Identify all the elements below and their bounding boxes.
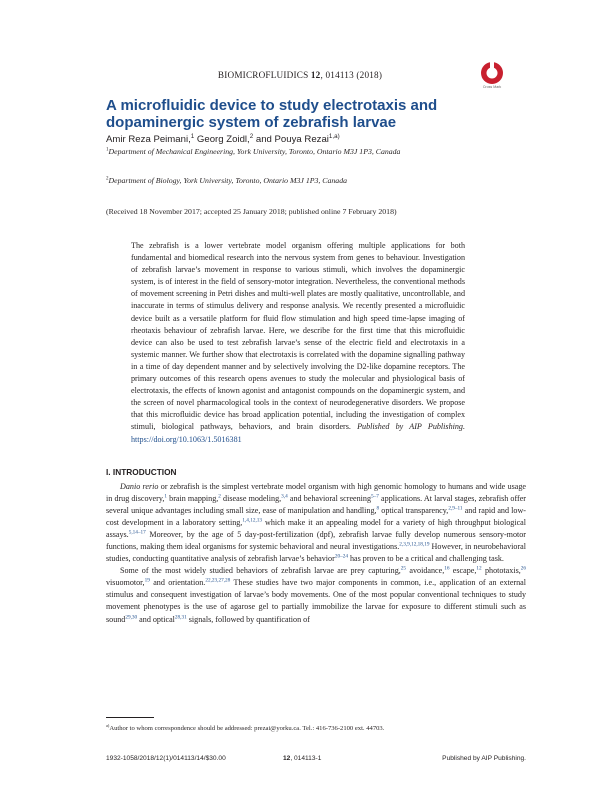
journal-header (0, 70, 600, 80)
body-text: applications. At larval stages, zebrafish offer several unique advantages including small size, ease of manipulation and handling, (106, 494, 527, 516)
citation-ref[interactable]: 2 (218, 493, 221, 500)
author-name: Amir Reza Peimani, (106, 134, 191, 145)
footnote-text: Author to whom correspondence should be addressed: prezai@yorku.ca. Tel.: 416-736-2100 ext. 44703. (109, 725, 385, 732)
footnote-divider (106, 717, 154, 718)
body-text: brain mapping, (167, 494, 219, 504)
body-text: and orientation. (149, 578, 206, 588)
body-text: Some of the most widely studied behaviors of zebrafish larvae are prey capturing, (120, 566, 401, 576)
citation-ref[interactable]: 26 (520, 565, 526, 572)
body-text: visuomotor, (106, 578, 145, 588)
body-text: escape, (449, 566, 477, 576)
affiliation-1 (106, 147, 526, 158)
crossmark-label: Cross Mark (482, 85, 502, 89)
body-text: and optical (137, 614, 175, 624)
body-text: optical transparency, (379, 506, 449, 516)
citation-ref[interactable]: 1 (164, 493, 168, 500)
footnote (106, 724, 526, 733)
body-text: avoidance, (406, 566, 445, 576)
body-text: These studies have two major components in common, i.e., application of an external stimulus and consequent investigation of larvae’s body movements. One of the most popular conventional techniques to study movement phenotypes is the use of agarose gel to partially immobilize the larvae for exposure to different stimuli such as sound (106, 578, 526, 624)
author-affil-mark: 2 (249, 132, 254, 140)
citation-ref[interactable]: 3,4 (281, 493, 288, 500)
intro-paragraph (106, 481, 526, 565)
citation-ref[interactable]: 29,30 (125, 613, 138, 620)
citation-ref[interactable]: 20–24 (334, 553, 348, 560)
journal-volume: 12 (310, 70, 321, 80)
author-affil-mark: 1 (190, 132, 195, 140)
introduction-text (106, 481, 526, 626)
footnote-mark: a) (106, 722, 110, 728)
affiliation-text: Department of Mechanical Engineering, York University, Toronto, Ontario M3J 1P3, Canada (108, 147, 401, 156)
citation-ref[interactable]: 28,31 (174, 613, 187, 620)
italic-text: Danio rerio (120, 482, 159, 491)
citation-ref[interactable]: 5–7 (371, 493, 379, 500)
crossmark-logo[interactable] (476, 57, 508, 89)
footer-page-volume: 12 (283, 755, 291, 762)
received-dates: (Received 18 November 2017; accepted 25 January 2018; published online 7 February 2018) (106, 207, 397, 216)
author-name: Georg Zoidl, (194, 134, 250, 145)
footer-publisher: Published by AIP Publishing. (442, 755, 526, 762)
footer-page-number (283, 755, 321, 762)
body-text: Moreover, by the age of 5 day-post-fertilization (dpf), zebrafish larvae fully develop numerous sensory-motor functions, making them ideal organisms for systemic behavioral and neural investigations. (106, 530, 526, 552)
intro-paragraph (106, 565, 526, 625)
citation-ref[interactable]: 2,3,9,12,18,19 (399, 541, 430, 548)
body-text: disease modeling, (220, 494, 282, 504)
author-list (106, 134, 526, 146)
citation-ref[interactable]: 8 (376, 505, 380, 512)
footer-issn: 1932-1058/2018/12(1)/014113/14/$30.00 (106, 755, 226, 762)
citation-ref[interactable]: 19 (144, 577, 150, 584)
body-text: signals, followed by quantification of (186, 614, 310, 624)
journal-name: BIOMICROFLUIDICS (217, 70, 309, 80)
doi-link[interactable]: https://doi.org/10.1063/1.5016381 (131, 434, 242, 444)
body-text: or zebrafish is the simplest vertebrate model organism with high genomic homology to humans and wide usage in drug discovery, (106, 482, 526, 504)
body-text: and behavioral screening (287, 494, 372, 504)
citation-ref[interactable]: 25 (400, 565, 407, 572)
citation-ref[interactable]: 2,9–11 (448, 505, 463, 512)
affiliation-mark: 2 (106, 175, 109, 182)
crossmark-icon (476, 57, 508, 89)
section-heading: I. INTRODUCTION (106, 467, 177, 477)
body-text: and rapid and low-cost development in a laboratory setting, (106, 506, 526, 528)
affiliation-mark: 1 (106, 146, 109, 153)
body-text: has proven to be a critical and challenging task. (347, 554, 504, 564)
body-text: which make it an appealing model for a variety of high throughput biological assays. (106, 518, 526, 540)
body-text: phototaxis, (481, 566, 521, 576)
citation-ref[interactable]: 16 (444, 565, 450, 572)
affiliation-2 (106, 176, 526, 187)
citation-ref[interactable]: 12 (476, 565, 482, 572)
affiliation-text: Department of Biology, York University, Toronto, Ontario M3J 1P3, Canada (108, 176, 347, 185)
footer-page-id: , 014113-1 (290, 755, 322, 762)
body-text: However, in neurobehavioral studies, conducting quantitative analysis of zebrafish larvae’s behavior (106, 542, 526, 564)
author-name: and Pouya Rezai (253, 134, 329, 145)
abstract-body: The zebrafish is a lower vertebrate model organism offering multiple applications for both fundamental and biomedical research into the nervous system from genes to behaviour. Investigation of zebrafish larvae’s movement in response to various stimuli, which involves the dopaminergic system, is of interest in the field of sensory-motor integration. Nevertheless, the conventional methods of movement screening in Petri dishes and multi-well plates are mostly qualitative, uncontrollable, and inaccurate in terms of stimulus delivery and response analysis. We recently presented a microfluidic device built as a versatile platform for fluid flow stimulation and high speed time-lapse imaging of rheotaxis behaviour of zebrafish larvae. Here, we describe for the first time that this microfluidic device can also be used to test zebrafish larvae’s sense of the electric field and electrotaxis in a systemic manner. We further show that electrotaxis is correlated with the dopamine signalling pathway in a time of day dependent manner and by selectively involving the D2-like dopamine receptors. The primary outcomes of this research opens avenues to study the molecular and physiological basis of electrotaxis, the effects of known agonist and antagonist compounds on the dopaminergic system, and the screen of novel pharmacological tools in the context of neurodegenerative disorders. We propose that this microfluidic device has broad application potential, including the investigation of complex stimuli, biological pathways, behaviors, and brain disorders. (131, 241, 465, 432)
citation-ref[interactable]: 22,23,27,28 (205, 577, 231, 584)
journal-article-pages: , 014113 (2018) (320, 70, 383, 80)
citation-ref[interactable]: 5,14–17 (128, 529, 146, 536)
abstract (131, 240, 465, 446)
article-title: A microfluidic device to study electrotaxis and dopaminergic system of zebrafish larvae (106, 97, 438, 131)
author-affil-mark: 1,a) (328, 132, 340, 140)
citation-ref[interactable]: 1,4,12,13 (242, 517, 263, 524)
abstract-publisher-note: Published by AIP Publishing. (357, 422, 465, 432)
